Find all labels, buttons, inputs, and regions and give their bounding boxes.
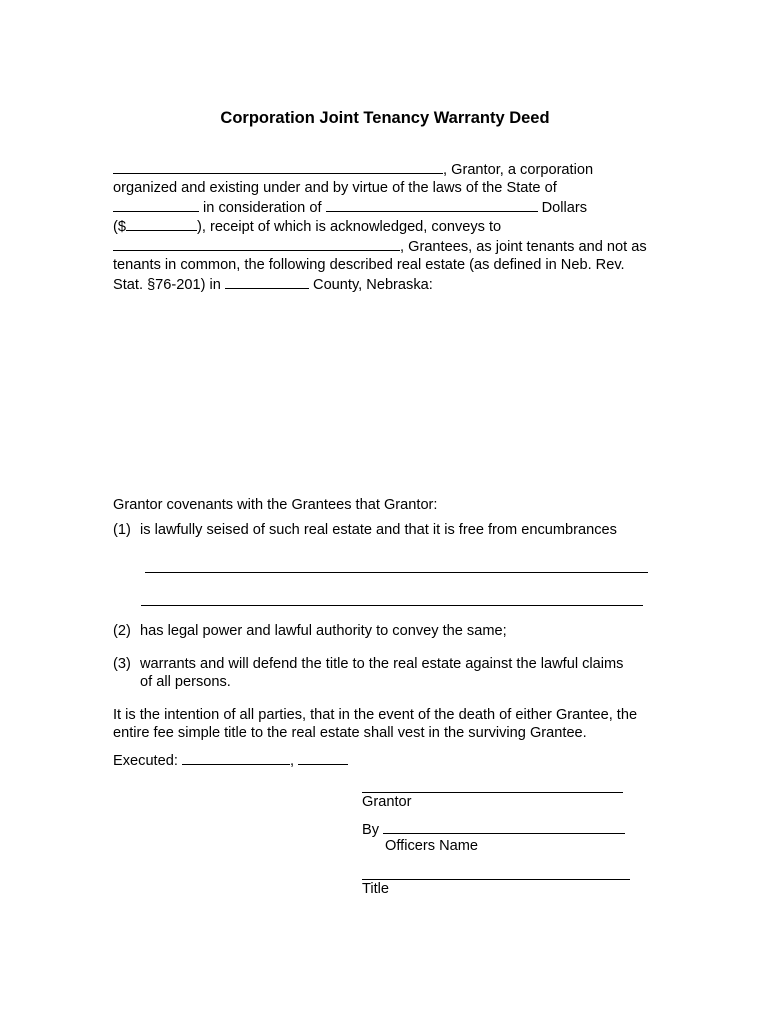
- opening-paragraph: , Grantor, a corporation organized and existing under and by virtue of the laws of the State of in consideration of Dollars ($ ), receipt of which is acknowledged, conveys to , Grantees, as joint tenants and not as tenants in common, the following described real estate (as defined in Neb. Rev. Stat. §76-201) in County, Nebraska:: [113, 162, 647, 293]
- covenant-3: (3) warrants and will defend the title to the real estate against the lawful claims of all persons.: [113, 656, 624, 690]
- consideration-amount-blank[interactable]: [126, 217, 197, 231]
- consideration-words-blank[interactable]: [326, 198, 538, 212]
- executed-line: Executed: ,: [113, 751, 348, 771]
- title-label: Title: [362, 881, 390, 897]
- encumbrances-line-2[interactable]: [141, 605, 643, 606]
- covenant-2: (2) has legal power and lawful authority to convey the same;: [113, 623, 507, 639]
- covenants-intro: Grantor covenants with the Grantees that Grantor:: [113, 497, 438, 513]
- executed-year-blank[interactable]: [298, 751, 348, 765]
- covenant-1: (1) is lawfully seised of such real estate and that it is free from encumbrances: [113, 522, 617, 538]
- grantor-label: Grantor: [362, 794, 412, 810]
- officers-name-label: Officers Name: [385, 838, 478, 854]
- state-blank[interactable]: [113, 198, 199, 212]
- title-signature-line[interactable]: [362, 879, 630, 880]
- by-line: By: [362, 820, 625, 840]
- document-title: Corporation Joint Tenancy Warranty Deed: [220, 109, 550, 127]
- county-blank[interactable]: [225, 275, 309, 289]
- officer-signature-blank[interactable]: [383, 820, 625, 834]
- executed-date-blank[interactable]: [182, 751, 290, 765]
- encumbrances-line-1[interactable]: [145, 572, 648, 573]
- intention-paragraph: It is the intention of all parties, that in the event of the death of either Grantee, the entire fee simple title to the real estate shall vest in the surviving Grantee.: [113, 707, 638, 741]
- grantor-signature-line[interactable]: [362, 792, 623, 793]
- grantees-names-blank[interactable]: [113, 237, 400, 251]
- grantor-name-blank[interactable]: [113, 160, 443, 174]
